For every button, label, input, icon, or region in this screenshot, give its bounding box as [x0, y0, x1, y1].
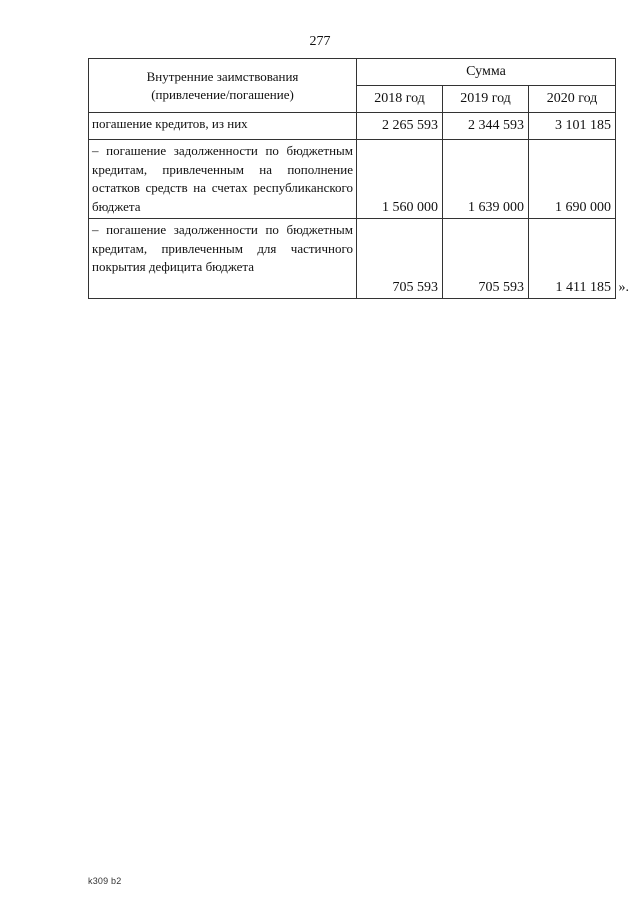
closing-quote-mark: ». — [618, 280, 630, 295]
borrowings-table — [88, 58, 630, 299]
header-year-2018: 2018 год — [357, 86, 443, 113]
table-row — [89, 219, 616, 299]
table-row — [89, 113, 616, 140]
row-value-2020 — [529, 219, 630, 299]
row-value-2019: 1 639 000 — [443, 140, 529, 219]
row-value-2018: 2 265 593 — [357, 113, 443, 140]
header-sum: Сумма — [357, 59, 616, 86]
row-value-2019: 705 593 — [443, 219, 529, 299]
row-value-2019: 2 344 593 — [443, 113, 529, 140]
row-value-2020: 1 690 000 — [529, 140, 616, 219]
row-value-2018: 705 593 — [357, 219, 443, 299]
page-number: 277 — [309, 34, 331, 49]
footer-document-code: k309 b2 — [88, 876, 122, 886]
header-borrowings — [89, 59, 357, 113]
row-value-2020: 3 101 185 — [529, 113, 616, 140]
row-value-2018: 1 560 000 — [357, 140, 443, 219]
header-year-2020: 2020 год — [529, 86, 616, 113]
borrowings-table-container — [88, 58, 630, 299]
table-row — [89, 140, 616, 219]
header-borrowings-line1: Внутренние заимствования — [146, 68, 299, 84]
header-borrowings-line2: (привлечение/погашение) — [151, 86, 294, 102]
row-value-2020-text: 1 411 185 — [555, 280, 612, 295]
header-year-2019: 2019 год — [443, 86, 529, 113]
row-label: погашение кредитов, из них — [89, 113, 357, 140]
row-label: – погашение задолженности по бюджетным кредитам, привлеченным для частичного покрытия дефицита бюджета — [89, 219, 357, 299]
row-label: – погашение задолженности по бюджетным кредитам, привлеченным на пополнение остатков средств на счетах республиканского бюджета — [89, 140, 357, 219]
table-header-row — [89, 59, 616, 86]
